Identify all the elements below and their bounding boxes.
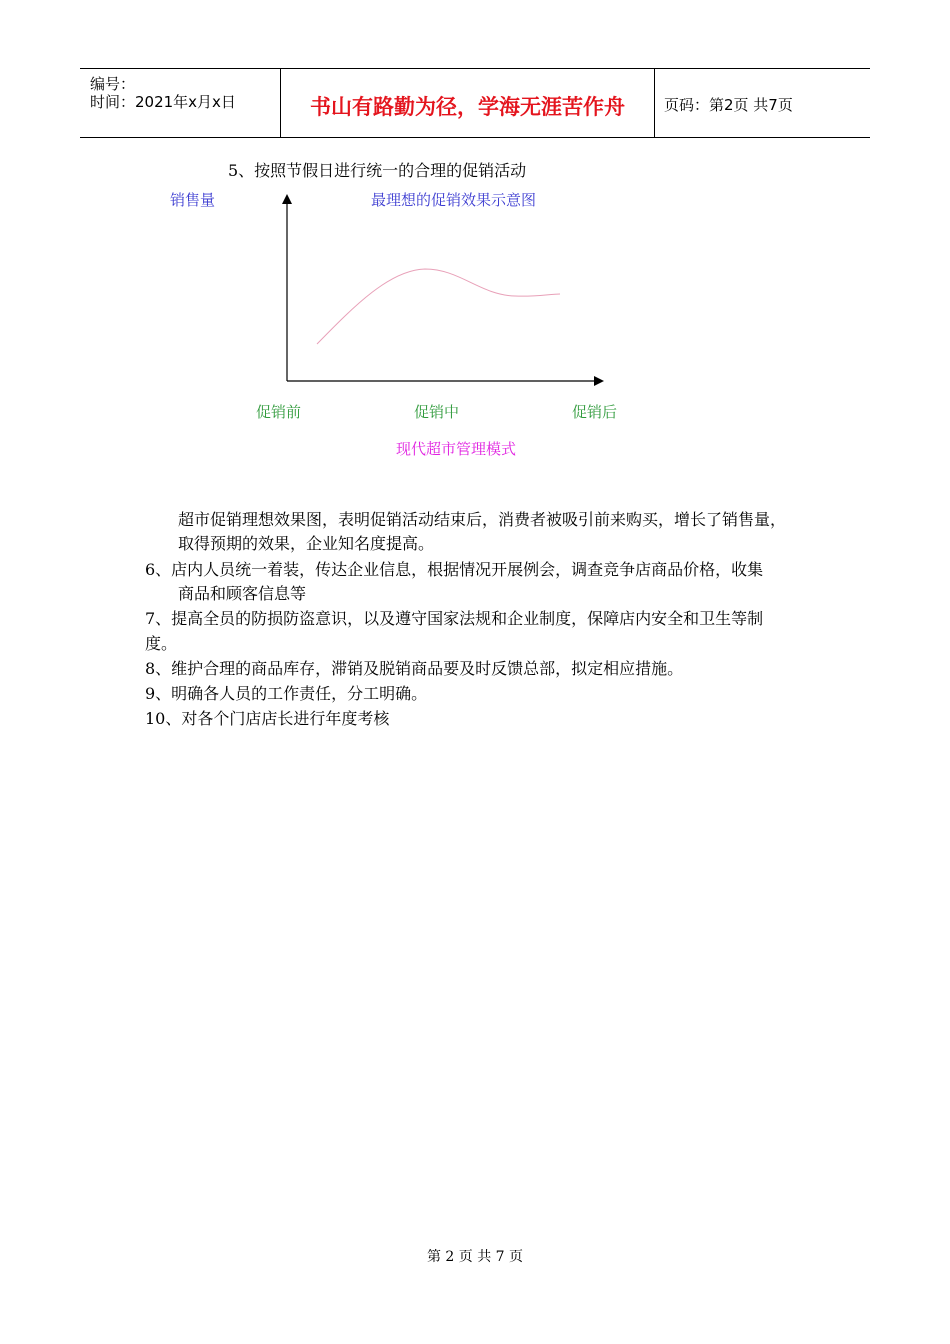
item-10: 10、对各个门店店长进行年度考核 xyxy=(145,709,390,728)
promotion-effect-diagram xyxy=(160,185,630,470)
y-axis-arrow-icon xyxy=(282,194,292,204)
document-header xyxy=(80,68,870,138)
item-7-line-2: 度。 xyxy=(145,634,178,653)
x-axis-arrow-icon xyxy=(594,376,604,386)
header-left-cell xyxy=(80,69,280,137)
x-label-after: 促销后 xyxy=(572,403,618,421)
item-7-line-1: 7、提高全员的防损防盗意识，以及遵守国家法规和企业制度，保障店内安全和卫生等制 xyxy=(145,609,764,628)
y-axis-label: 销售量 xyxy=(170,191,216,209)
item-9: 9、明确各人员的工作责任，分工明确。 xyxy=(145,684,428,703)
summary-line-1: 超市促销理想效果图，表明促销活动结束后，消费者被吸引前来购买，增长了销售量， xyxy=(178,510,787,529)
header-right-cell xyxy=(654,69,870,137)
sales-curve xyxy=(317,269,560,344)
item-6-line-2: 商品和顾客信息等 xyxy=(178,584,307,603)
page-footer: 第 2 页 共 7 页 xyxy=(426,1249,524,1265)
header-center-cell xyxy=(280,69,655,137)
summary-line-2: 取得预期的效果，企业知名度提高。 xyxy=(178,534,435,553)
item-5: 5、按照节假日进行统一的合理的促销活动 xyxy=(228,161,527,180)
number-label: 编号： xyxy=(90,75,136,93)
x-label-during: 促销中 xyxy=(414,403,460,421)
item-8: 8、维护合理的商品库存，滞销及脱销商品要及时反馈总部，拟定相应措施。 xyxy=(145,659,684,678)
motto-text: 书山有路勤为径，学海无涯苦作舟 xyxy=(310,95,625,119)
diagram-caption: 现代超市管理模式 xyxy=(396,440,517,458)
item-6-line-1: 6、店内人员统一着装，传达企业信息，根据情况开展例会，调查竞争店商品价格，收集 xyxy=(145,560,764,579)
diagram-canvas xyxy=(160,185,630,470)
x-label-before: 促销前 xyxy=(256,403,302,421)
page-info: 页码：第2页 共7页 xyxy=(664,96,793,114)
date-label: 时间：2021年x月x日 xyxy=(90,93,236,111)
diagram-title: 最理想的促销效果示意图 xyxy=(371,191,537,209)
